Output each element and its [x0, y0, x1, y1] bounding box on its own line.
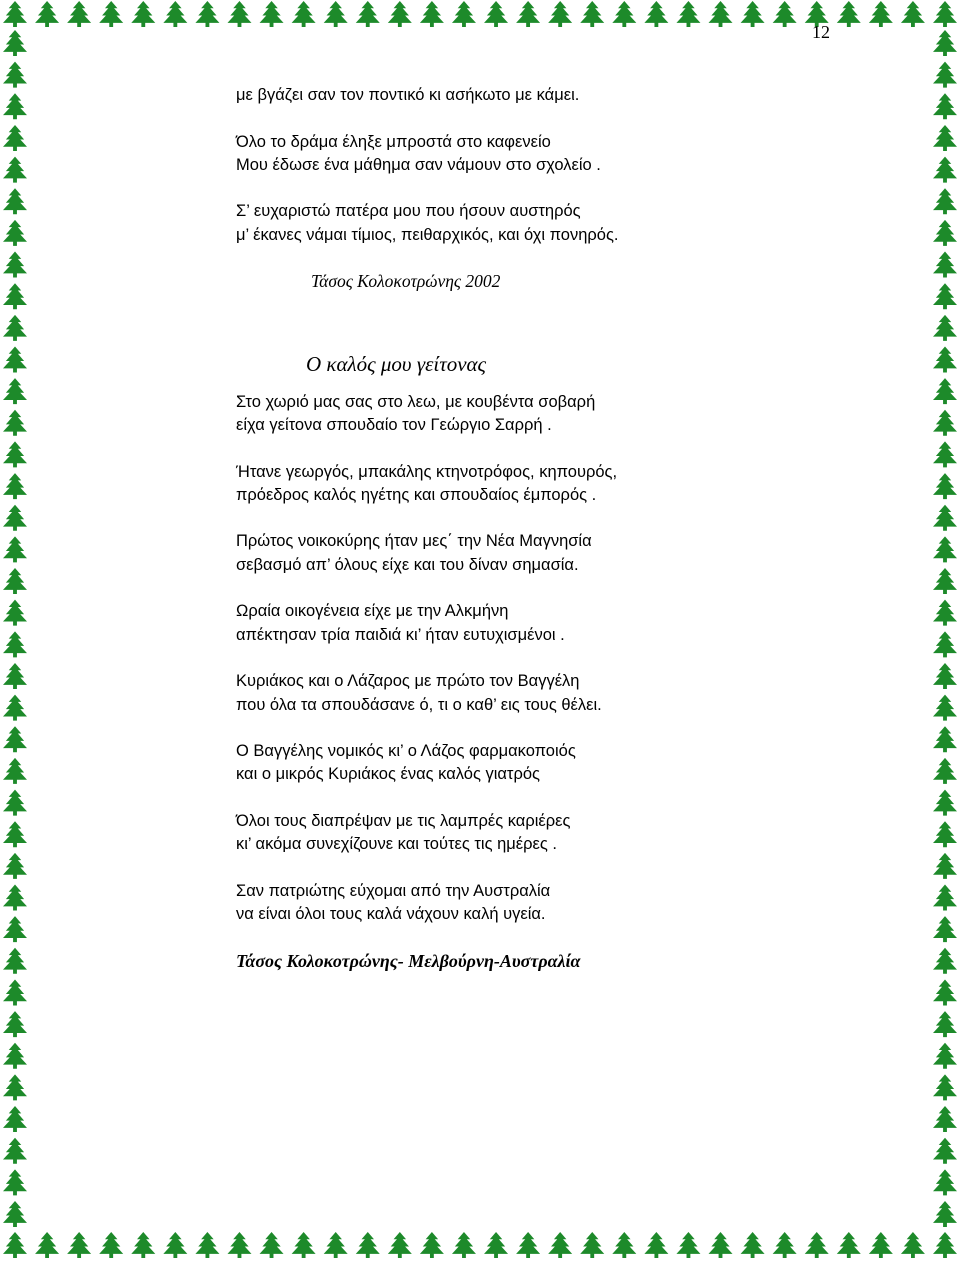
pine-tree-icon: [292, 1232, 316, 1258]
pine-tree-icon: [933, 821, 957, 847]
pine-tree-icon: [933, 1138, 957, 1164]
poem-signature: Τάσος Κολοκοτρώνης- Μελβούρνη-Αυστραλία: [236, 950, 581, 971]
pine-tree-icon: [933, 600, 957, 626]
pine-tree-icon: [933, 473, 957, 499]
poem-line: Ο Βαγγέλης νομικός κι’ ο Λάζος φαρμακοποιός: [236, 742, 576, 761]
pine-tree-icon: [3, 536, 27, 562]
pine-tree-icon: [3, 1169, 27, 1195]
pine-tree-icon: [227, 1232, 251, 1258]
pine-tree-icon: [420, 1, 444, 27]
pine-tree-icon: [3, 948, 27, 974]
poem-line: Όλοι τους διαπρέψαν με τις λαμπρές καριέρες: [236, 812, 571, 831]
pine-tree-icon: [3, 30, 27, 56]
page-number: 12: [812, 22, 830, 42]
pine-tree-icon: [933, 631, 957, 657]
pine-tree-icon: [933, 1011, 957, 1037]
pine-tree-icon: [3, 441, 27, 467]
pine-tree-icon: [35, 1, 59, 27]
pine-tree-icon: [773, 1, 797, 27]
poem-line: μ’ έκανες νάμαι τίμιος, πειθαρχικός, και όχι πονηρός.: [236, 225, 619, 244]
pine-tree-icon: [837, 1, 861, 27]
poem-line: Ωραία οικογένεια είχε με την Αλκμήνη: [236, 602, 509, 621]
pine-tree-icon: [516, 1232, 540, 1258]
pine-tree-icon: [324, 1, 348, 27]
pine-tree-icon: [3, 93, 27, 119]
poem-line: να είναι όλοι τους καλά νάχουν καλή υγεία.: [236, 905, 546, 924]
pine-tree-icon: [163, 1, 187, 27]
pine-tree-icon: [3, 885, 27, 911]
pine-tree-icon: [195, 1, 219, 27]
pine-tree-icon: [452, 1232, 476, 1258]
poem-line: με βγάζει σαν τον ποντικό κι ασήκωτο με κάμει.: [236, 86, 580, 104]
pine-tree-icon: [131, 1232, 155, 1258]
poem-line: Ήτανε γεωργός, μπακάλης κτηνοτρόφος, κηπουρός,: [236, 462, 618, 481]
pine-tree-icon: [484, 1, 508, 27]
pine-tree-icon: [131, 1, 155, 27]
poem-title: Ο καλός μου γείτονας: [306, 351, 487, 376]
pine-tree-icon: [612, 1232, 636, 1258]
pine-tree-icon: [3, 315, 27, 341]
pine-tree-icon: [3, 157, 27, 183]
pine-tree-icon: [3, 853, 27, 879]
pine-tree-icon: [3, 663, 27, 689]
pine-tree-icon: [933, 948, 957, 974]
poem-line: Στο χωριό μας σας στο λεω, με κουβέντα σοβαρή: [236, 392, 596, 411]
poem-text: [236, 84, 876, 973]
pine-tree-icon: [933, 1074, 957, 1100]
pine-tree-icon: [612, 1, 636, 27]
pine-tree-icon: [933, 93, 957, 119]
pine-tree-icon: [548, 1232, 572, 1258]
poem-line: που όλα τα σπουδάσανε ό, τι ο καθ’ εις τους θέλει.: [236, 695, 602, 714]
pine-tree-icon: [3, 188, 27, 214]
pine-tree-icon: [452, 1, 476, 27]
pine-tree-icon: [3, 252, 27, 278]
pine-tree-icon: [933, 283, 957, 309]
pine-tree-icon: [3, 916, 27, 942]
poem-line: Σαν πατριώτης εύχομαι από την Αυστραλία: [236, 881, 551, 900]
pine-tree-icon: [933, 62, 957, 88]
pine-tree-icon: [260, 1232, 284, 1258]
pine-tree-icon: [3, 473, 27, 499]
pine-tree-icon: [227, 1, 251, 27]
pine-tree-icon: [933, 663, 957, 689]
pine-tree-icon: [933, 885, 957, 911]
poem-line: Μου έδωσε ένα μάθημα σαν νάμουν στο σχολείο .: [236, 155, 601, 174]
pine-tree-icon: [933, 853, 957, 879]
pine-tree-icon: [933, 188, 957, 214]
pine-tree-icon: [3, 726, 27, 752]
pine-tree-icon: [933, 1201, 957, 1227]
pine-tree-icon: [3, 600, 27, 626]
pine-tree-icon: [3, 125, 27, 151]
pine-tree-icon: [3, 1232, 27, 1258]
pine-tree-icon: [548, 1, 572, 27]
poem-line: Όλο το δράμα έληξε μπροστά στο καφενείο: [236, 132, 551, 151]
pine-tree-icon: [933, 125, 957, 151]
pine-tree-icon: [933, 315, 957, 341]
pine-tree-icon: [3, 283, 27, 309]
pine-tree-icon: [3, 378, 27, 404]
pine-tree-icon: [933, 1, 957, 27]
pine-tree-icon: [933, 410, 957, 436]
pine-tree-icon: [933, 252, 957, 278]
pine-tree-icon: [933, 1232, 957, 1258]
pine-tree-icon: [837, 1232, 861, 1258]
poem-line: είχα γείτονα σπουδαίο τον Γεώργιο Σαρρή .: [236, 415, 552, 434]
poem-line: Σ’ ευχαριστώ πατέρα μου που ήσουν αυστηρός: [236, 202, 581, 221]
pine-tree-icon: [741, 1232, 765, 1258]
pine-tree-icon: [3, 1106, 27, 1132]
pine-tree-icon: [195, 1232, 219, 1258]
poem-line: και ο μικρός Κυριάκος ένας καλός γιατρός: [236, 765, 540, 784]
pine-tree-icon: [324, 1232, 348, 1258]
pine-tree-icon: [676, 1, 700, 27]
pine-tree-icon: [356, 1232, 380, 1258]
pine-tree-icon: [933, 726, 957, 752]
pine-tree-icon: [933, 916, 957, 942]
pine-tree-icon: [933, 1169, 957, 1195]
pine-tree-icon: [644, 1232, 668, 1258]
pine-tree-icon: [484, 1232, 508, 1258]
pine-tree-icon: [901, 1, 925, 27]
pine-tree-icon: [644, 1, 668, 27]
pine-tree-icon: [709, 1232, 733, 1258]
pine-tree-icon: [516, 1, 540, 27]
pine-tree-icon: [99, 1, 123, 27]
pine-tree-icon: [3, 1, 27, 27]
pine-tree-icon: [3, 979, 27, 1005]
pine-tree-icon: [3, 62, 27, 88]
pine-tree-icon: [933, 695, 957, 721]
pine-tree-icon: [3, 821, 27, 847]
poem-line: Κυριάκος και ο Λάζαρος με πρώτο τον Βαγγέλη: [236, 672, 580, 691]
pine-tree-icon: [67, 1, 91, 27]
pine-tree-icon: [67, 1232, 91, 1258]
pine-tree-icon: [933, 441, 957, 467]
pine-tree-icon: [356, 1, 380, 27]
pine-tree-icon: [3, 758, 27, 784]
poem-line: σεβασμό απ’ όλους είχε και του δίναν σημασία.: [236, 555, 579, 574]
pine-tree-icon: [3, 346, 27, 372]
pine-tree-icon: [933, 505, 957, 531]
pine-tree-icon: [3, 790, 27, 816]
pine-tree-icon: [933, 378, 957, 404]
poem-line: απέκτησαν τρία παιδιά κι’ ήταν ευτυχισμένοι .: [236, 625, 565, 644]
pine-tree-icon: [933, 220, 957, 246]
pine-tree-icon: [709, 1, 733, 27]
pine-tree-icon: [99, 1232, 123, 1258]
pine-tree-icon: [933, 758, 957, 784]
pine-tree-icon: [35, 1232, 59, 1258]
pine-tree-icon: [933, 1043, 957, 1069]
pine-tree-icon: [869, 1, 893, 27]
poem-line: κι’ ακόμα συνεχίζουνε και τούτες τις ημέρες .: [236, 835, 558, 854]
pine-tree-icon: [388, 1232, 412, 1258]
pine-tree-icon: [163, 1232, 187, 1258]
pine-tree-icon: [420, 1232, 444, 1258]
pine-tree-icon: [3, 1138, 27, 1164]
pine-tree-icon: [580, 1232, 604, 1258]
poem-line: πρόεδρος καλός ηγέτης και σπουδαίος έμπορός .: [236, 485, 597, 504]
pine-tree-icon: [933, 346, 957, 372]
pine-tree-icon: [933, 1106, 957, 1132]
pine-tree-icon: [3, 1043, 27, 1069]
pine-tree-icon: [805, 1232, 829, 1258]
pine-tree-icon: [933, 157, 957, 183]
poem-line: Πρώτος νοικοκύρης ήταν μες΄ την Νέα Μαγνησία: [236, 532, 592, 551]
pine-tree-icon: [773, 1232, 797, 1258]
pine-tree-icon: [3, 631, 27, 657]
pine-tree-icon: [3, 1074, 27, 1100]
pine-tree-icon: [3, 568, 27, 594]
pine-tree-icon: [933, 30, 957, 56]
pine-tree-icon: [3, 220, 27, 246]
pine-tree-icon: [3, 410, 27, 436]
pine-tree-icon: [869, 1232, 893, 1258]
pine-tree-icon: [3, 505, 27, 531]
pine-tree-icon: [292, 1, 316, 27]
pine-tree-icon: [933, 979, 957, 1005]
pine-tree-icon: [741, 1, 765, 27]
pine-tree-icon: [388, 1, 412, 27]
pine-tree-icon: [933, 568, 957, 594]
pine-tree-icon: [676, 1232, 700, 1258]
pine-tree-icon: [901, 1232, 925, 1258]
pine-tree-icon: [3, 1201, 27, 1227]
poem-signature: Τάσος Κολοκοτρώνης 2002: [311, 271, 501, 292]
pine-tree-icon: [3, 1011, 27, 1037]
pine-tree-icon: [3, 695, 27, 721]
pine-tree-icon: [260, 1, 284, 27]
pine-tree-icon: [933, 536, 957, 562]
pine-tree-icon: [580, 1, 604, 27]
pine-tree-icon: [933, 790, 957, 816]
